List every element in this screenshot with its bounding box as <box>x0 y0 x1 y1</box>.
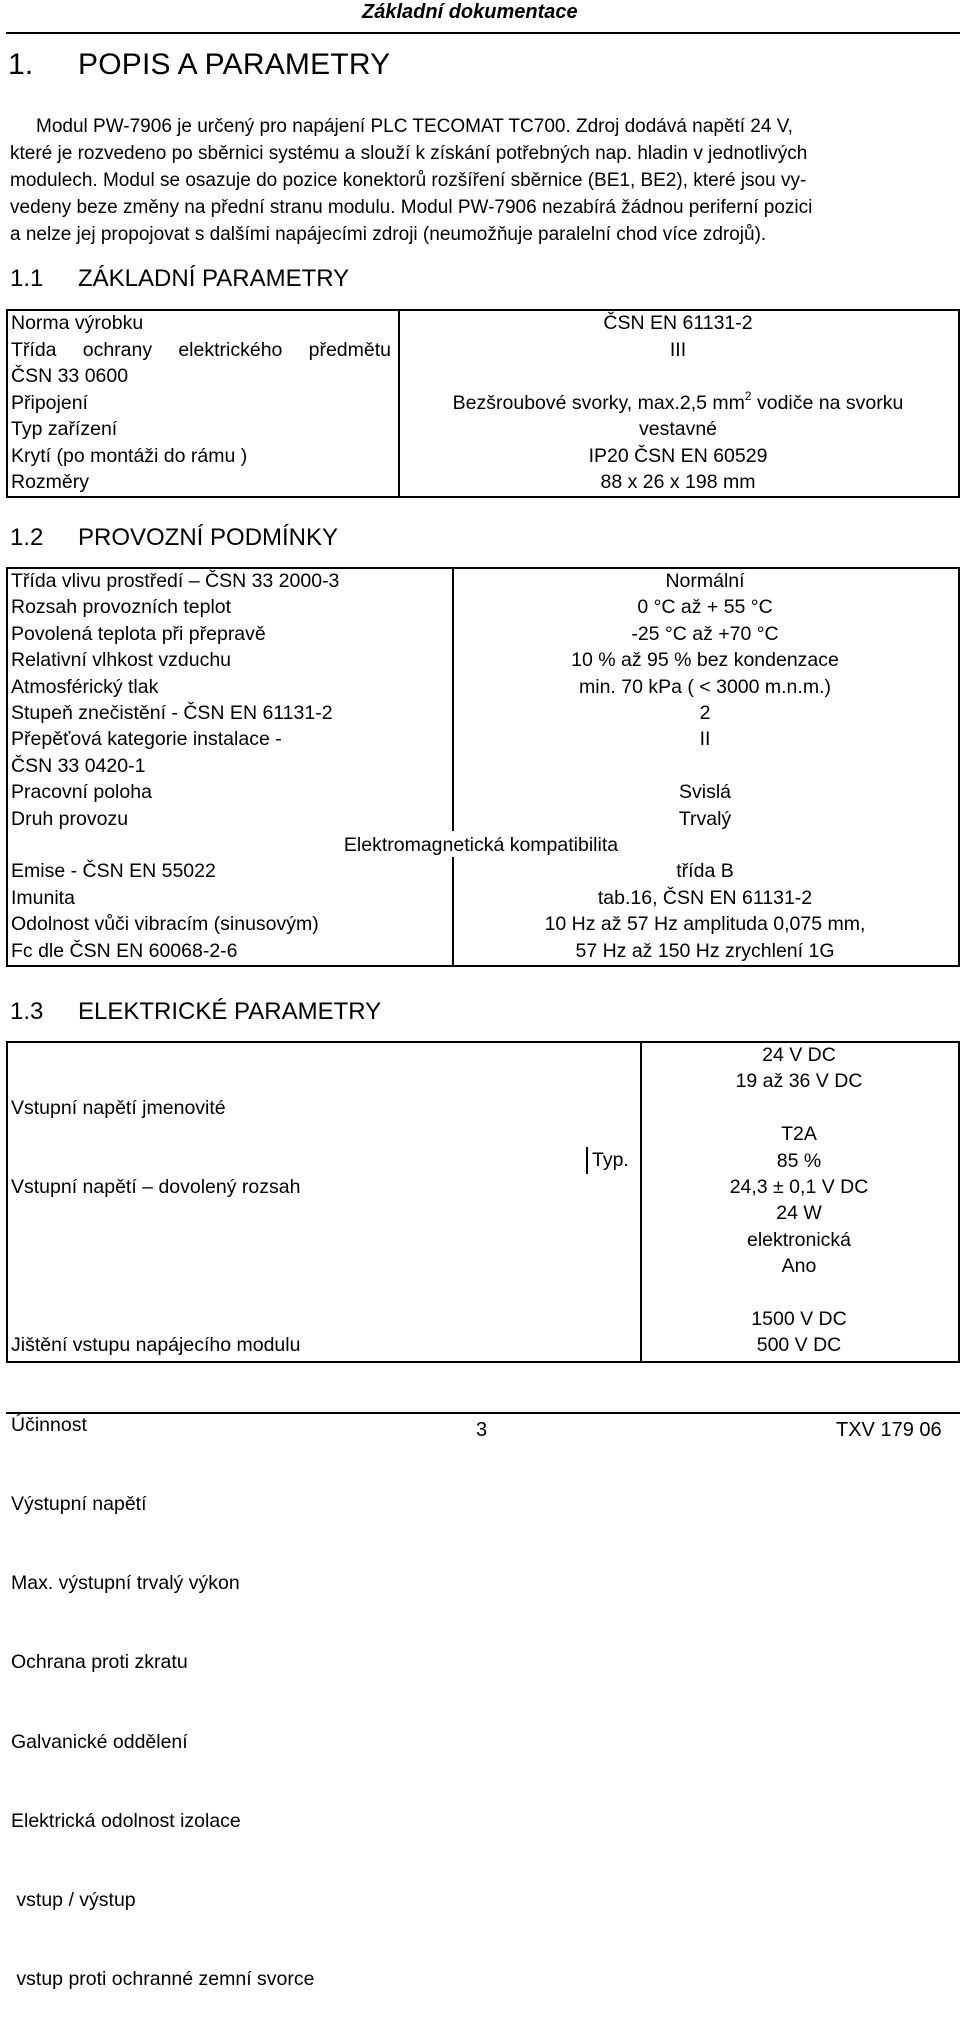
operating-values <box>454 568 956 964</box>
electrical-value: elektronická <box>746 1228 852 1251</box>
document-code: TXV 179 06 <box>836 1419 942 1441</box>
condition-value: tab.16, ČSN EN 61131-2 <box>597 886 813 909</box>
param-label: Připojení <box>11 391 88 414</box>
intro-line: které je rozvedeno po sběrnici systému a slouží k získání potřebných nap. hladin v jednotlivých <box>10 143 808 164</box>
electrical-value: 24 V DC <box>762 1044 836 1066</box>
section-1-3-heading <box>10 998 381 1026</box>
intro-line: Modul PW-7906 je určený pro napájení PLC TECOMAT TC700. Zdroj dodává napětí 24 V, <box>36 116 793 137</box>
electrical-value: 85 % <box>776 1149 822 1172</box>
condition-label: Atmosférický tlak <box>11 675 159 698</box>
condition-value: Svislá <box>678 781 732 804</box>
param-value: vestavné <box>638 418 718 440</box>
section-1-3-title: ELEKTRICKÉ PARAMETRY <box>78 998 382 1025</box>
intro-paragraph <box>10 113 956 248</box>
electrical-label: Max. výstupní trvalý výkon <box>11 1572 240 1595</box>
condition-value: Trvalý <box>678 807 732 830</box>
param-value: III <box>669 338 687 361</box>
section-1-1-number: 1.1 <box>10 265 44 292</box>
intro-line: a nelze jej propojovat s dalšími napájecími zdroji (neumožňuje paralelní chod více zdrojů). <box>10 224 767 245</box>
electrical-label: Ochrana proti zkratu <box>11 1651 188 1674</box>
section-1-2-title: PROVOZNÍ PODMÍNKY <box>78 524 339 551</box>
electrical-label: vstup proti ochranné zemní svorce <box>11 1968 315 1991</box>
section-1-3-number: 1.3 <box>10 998 44 1025</box>
electrical-label: Elektrická odolnost izolace <box>11 1809 241 1832</box>
section-1-2-number: 1.2 <box>10 524 44 551</box>
electrical-value: 500 V DC <box>756 1334 842 1357</box>
electrical-label: Galvanické oddělení <box>11 1730 188 1753</box>
section-1-heading <box>8 48 390 82</box>
condition-value: 57 Hz až 150 Hz zrychlení 1G <box>575 939 835 962</box>
condition-label: Fc dle ČSN EN 60068-2-6 <box>11 939 238 962</box>
param-value: ČSN EN 61131-2 <box>603 312 753 334</box>
condition-label: ČSN 33 0420-1 <box>11 754 146 777</box>
basic-params-values <box>400 310 956 496</box>
section-1-1-heading <box>10 265 349 293</box>
condition-label: Třída vlivu prostředí – ČSN 33 2000-3 <box>11 570 340 592</box>
electrical-label: Vstupní napětí jmenovité <box>11 1096 226 1119</box>
param-value: IP20 ČSN EN 60529 <box>588 444 768 467</box>
section-1-title: POPIS A PARAMETRY <box>78 48 391 81</box>
condition-value: třída B <box>676 860 734 883</box>
condition-label: Stupeň znečistění - ČSN EN 61131-2 <box>11 702 333 725</box>
condition-label: Imunita <box>11 886 75 909</box>
condition-label: Druh provozu <box>11 807 129 830</box>
param-label: Rozměry <box>11 471 90 493</box>
section-1-number: 1. <box>8 48 34 81</box>
electrical-label: Výstupní napětí <box>11 1492 147 1515</box>
condition-value: min. 70 kPa ( < 3000 m.n.m.) <box>579 675 831 698</box>
param-value: 88 x 26 x 198 mm <box>600 471 756 493</box>
electrical-value: T2A <box>781 1123 817 1146</box>
table-divider-typ <box>586 1147 588 1174</box>
section-1-2-heading <box>10 524 338 552</box>
param-label: Krytí (po montáži do rámu ) <box>11 444 248 467</box>
electrical-label: Vstupní napětí – dovolený rozsah <box>11 1176 301 1199</box>
condition-value: -25 °C až +70 °C <box>631 622 779 645</box>
electrical-value: 24,3 ± 0,1 V DC <box>729 1176 869 1199</box>
basic-params-labels <box>11 310 396 496</box>
page-number: 3 <box>476 1419 488 1441</box>
condition-value: Normální <box>665 570 745 592</box>
condition-value: 2 <box>699 702 711 725</box>
footer-rule <box>6 1412 960 1414</box>
param-value-connection: Bezšroubové svorky, max.2,5 $mm^2$ vodiče na svorku <box>452 388 904 414</box>
condition-value: 10 % až 95 % bez kondenzace <box>571 649 839 672</box>
condition-label: Emise - ČSN EN 55022 <box>11 860 216 883</box>
condition-label: Přepěťová kategorie instalace - <box>11 728 282 751</box>
param-label: Norma výrobku <box>11 312 144 334</box>
param-label: Typ zařízení <box>11 418 118 440</box>
electrical-value: 19 až 36 V DC <box>735 1070 863 1093</box>
condition-label: Rozsah provozních teplot <box>11 596 232 619</box>
electrical-label: Účinnost <box>11 1413 87 1436</box>
condition-value: 10 Hz až 57 Hz amplituda 0,075 mm, <box>544 913 866 936</box>
condition-label: Pracovní poloha <box>11 781 152 804</box>
emc-heading: Elektromagnetická kompatibilita <box>343 834 619 856</box>
electrical-values <box>642 1042 956 1359</box>
electrical-label: Jištění vstupu napájecího modulu <box>11 1334 301 1357</box>
header-rule <box>6 32 960 34</box>
condition-value: 0 °C až + 55 °C <box>637 596 773 619</box>
condition-value: II <box>699 728 711 751</box>
condition-label: Povolená teplota při přepravě <box>11 622 266 645</box>
param-label: ČSN 33 0600 <box>11 365 129 387</box>
condition-label: Relativní vlhkost vzduchu <box>11 649 232 672</box>
param-label: Třída ochrany elektrického předmětu <box>11 338 391 361</box>
document-header-title: Základní dokumentace <box>362 1 578 23</box>
electrical-value: Ano <box>781 1255 817 1278</box>
electrical-labels <box>11 1042 586 2019</box>
condition-label: Odolnost vůči vibracím (sinusovým) <box>11 913 319 936</box>
section-1-1-title: ZÁKLADNÍ PARAMETRY <box>78 265 350 292</box>
operating-labels <box>11 568 451 964</box>
electrical-value: 24 W <box>776 1202 822 1225</box>
efficiency-typ-label: Typ. <box>592 1149 629 1171</box>
intro-line: modulech. Modul se osazuje do pozice konektorů rozšíření sběrnice (BE1, BE2), které jsou vy- <box>10 170 807 191</box>
electrical-value: 1500 V DC <box>751 1308 847 1331</box>
intro-line: vedeny beze změny na přední stranu modulu. Modul PW-7906 nezabírá žádnou periferní pozici <box>10 197 813 218</box>
electrical-label: vstup / výstup <box>11 1889 136 1911</box>
